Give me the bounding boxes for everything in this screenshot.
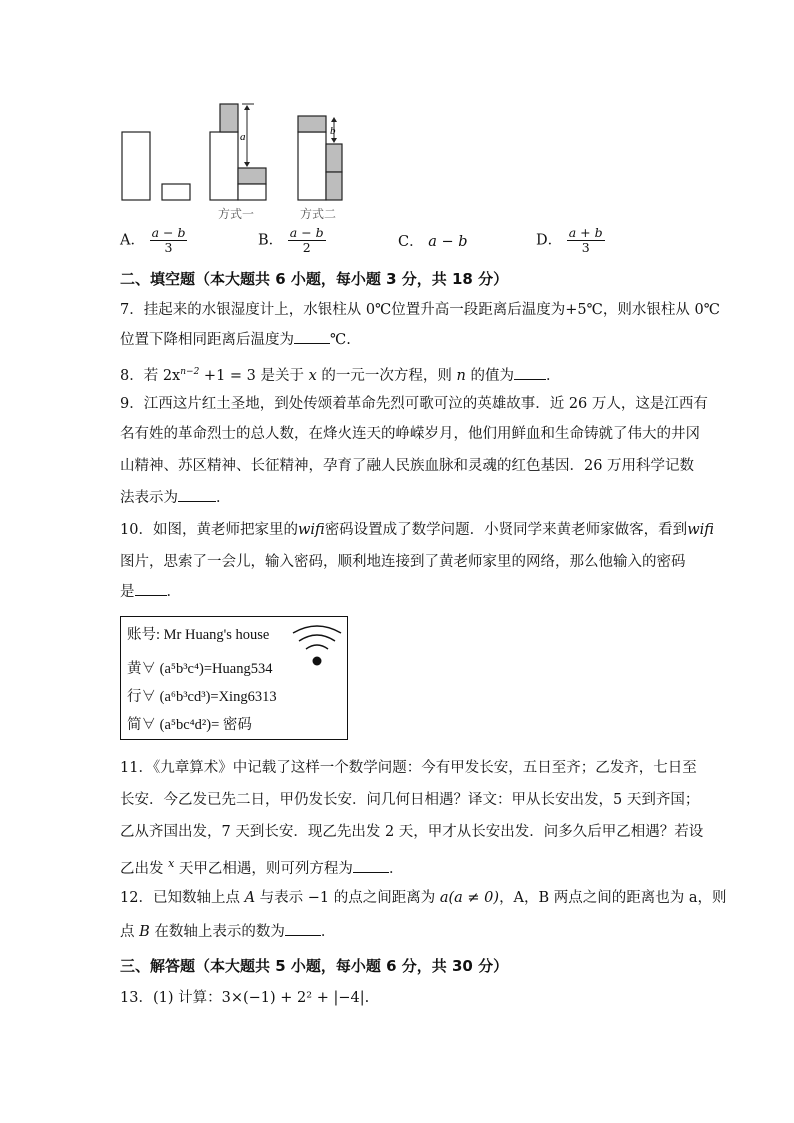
q10-line1: 10．如图，黄老师把家里的wifi密码设置成了数学问题．小贤同学来黄老师家做客，看到wifi xyxy=(120,522,714,538)
option-c xyxy=(398,232,468,252)
option-a-fraction: $\frac{a - b}{3}$ xyxy=(151,225,186,255)
method1-gray-block-bottom xyxy=(238,184,266,200)
wifi-account: 账号: Mr Huang's house xyxy=(127,627,270,643)
method2-side-block-top xyxy=(326,144,342,172)
option-d xyxy=(536,226,605,255)
q12-answer-blank[interactable] xyxy=(285,923,321,936)
q11-line3: 乙从齐国出发，7 天到长安．现乙先出发 2 天，甲才从长安出发．问多久后甲乙相遇？若设 xyxy=(120,824,704,840)
wifi-card xyxy=(120,616,348,740)
wifi-row-jian: 简∀ (a⁵bc⁴d²)= 密码 xyxy=(127,717,252,733)
option-b xyxy=(258,226,326,255)
method1-gray-block-top xyxy=(238,168,266,184)
option-b-label: B． xyxy=(258,232,284,249)
q11-line1: 11．《九章算术》中记载了这样一个数学问题：今有甲发长安，五日至齐；乙发齐，七日至 xyxy=(120,760,697,776)
method2-top-strip xyxy=(298,116,326,132)
q13-line: 13．(1) 计算：3×(−1) + 2² + |−4|. xyxy=(120,990,370,1006)
rectangle-figure xyxy=(110,96,360,226)
wifi-row-huang: 黄∀ (a⁵b³c⁴)=Huang534 xyxy=(127,661,273,677)
q8-answer-blank[interactable] xyxy=(514,367,546,380)
method1-base-rect xyxy=(210,132,238,200)
method2-side-block-bottom xyxy=(326,172,342,200)
label-b: b xyxy=(330,125,336,137)
option-c-expr: a − b xyxy=(428,234,468,250)
q11-line2: 长安．今乙发已先二日，甲仍发长安．问几何日相遇？译文：甲从长安出发，5 天到齐国； xyxy=(120,792,700,808)
q9-line2: 名有姓的革命烈士的总人数，在烽火连天的峥嵘岁月，他们用鲜血和生命铸就了伟大的井冈 xyxy=(120,426,700,442)
wifi-icon xyxy=(289,621,345,669)
label-a: a xyxy=(240,131,246,143)
q12-line1: 12．已知数轴上点 A 与表示 −1 的点之间距离为 a(a ≠ 0)，A，B 两点之间的距离也为 a，则 xyxy=(120,890,727,906)
option-d-fraction: $\frac{a + b}{3}$ xyxy=(568,225,603,255)
caption-method2: 方式二 xyxy=(300,207,337,221)
q7-line2: 位置下降相同距离后温度为 ℃. xyxy=(120,332,351,348)
section3-heading: 三、解答题（本大题共 5 小题，每小题 6 分，共 30 分） xyxy=(120,957,509,975)
q7-answer-blank[interactable] xyxy=(294,331,330,344)
q9-line3: 山精神、苏区精神、长征精神，孕育了融人民族血脉和灵魂的红色基因．26 万用科学记数 xyxy=(120,458,695,474)
q13-expression: 3×(−1) + 2² + |−4|. xyxy=(221,990,370,1006)
option-a-label: A． xyxy=(120,232,145,249)
q10-line2: 图片，思索了一会儿，输入密码，顺利地连接到了黄老师家里的网络，那么他输入的密码 xyxy=(120,554,686,570)
q9-answer-blank[interactable] xyxy=(178,489,216,502)
short-rectangle xyxy=(162,184,190,200)
q9-line4: 法表示为 ． xyxy=(120,490,231,506)
q7-line1: 7．挂起来的水银湿度计上，水银柱从 0℃位置升高一段距离后温度为+5℃，则水银柱从 0℃ xyxy=(120,302,720,318)
option-c-label: C． xyxy=(398,234,424,250)
wifi-row-xing: 行∀ (a⁶b³cd³)=Xing6313 xyxy=(127,689,277,705)
section2-heading: 二、填空题（本大题共 6 小题，每小题 3 分，共 18 分） xyxy=(120,270,509,288)
tall-rectangle xyxy=(122,132,150,200)
option-d-label: D． xyxy=(536,232,563,249)
q10-answer-blank[interactable] xyxy=(135,583,167,596)
q11-line4: 乙出发 $^x$ 天甲乙相遇，则可列方程为 ． xyxy=(120,857,404,877)
q10-line3: 是 ． xyxy=(120,584,181,600)
caption-method1: 方式一 xyxy=(218,207,255,221)
option-b-fraction: $\frac{a - b}{2}$ xyxy=(289,225,324,255)
q8-line: 8．若 $2x^{n-2} +1 = 3$ 是关于 x 的一元一次方程，则 n 的值为 ． xyxy=(120,367,561,384)
q9-line1: 9．江西这片红土圣地，到处传颂着革命先烈可歌可泣的英雄故事．近 26 万人，这是江西有 xyxy=(120,396,708,412)
option-a xyxy=(120,226,187,255)
method2-base-rect xyxy=(298,132,326,200)
method1-top-square xyxy=(220,104,238,132)
q12-line2: 点 B 在数轴上表示的数为 ． xyxy=(120,924,336,940)
q11-answer-blank[interactable] xyxy=(353,860,389,873)
